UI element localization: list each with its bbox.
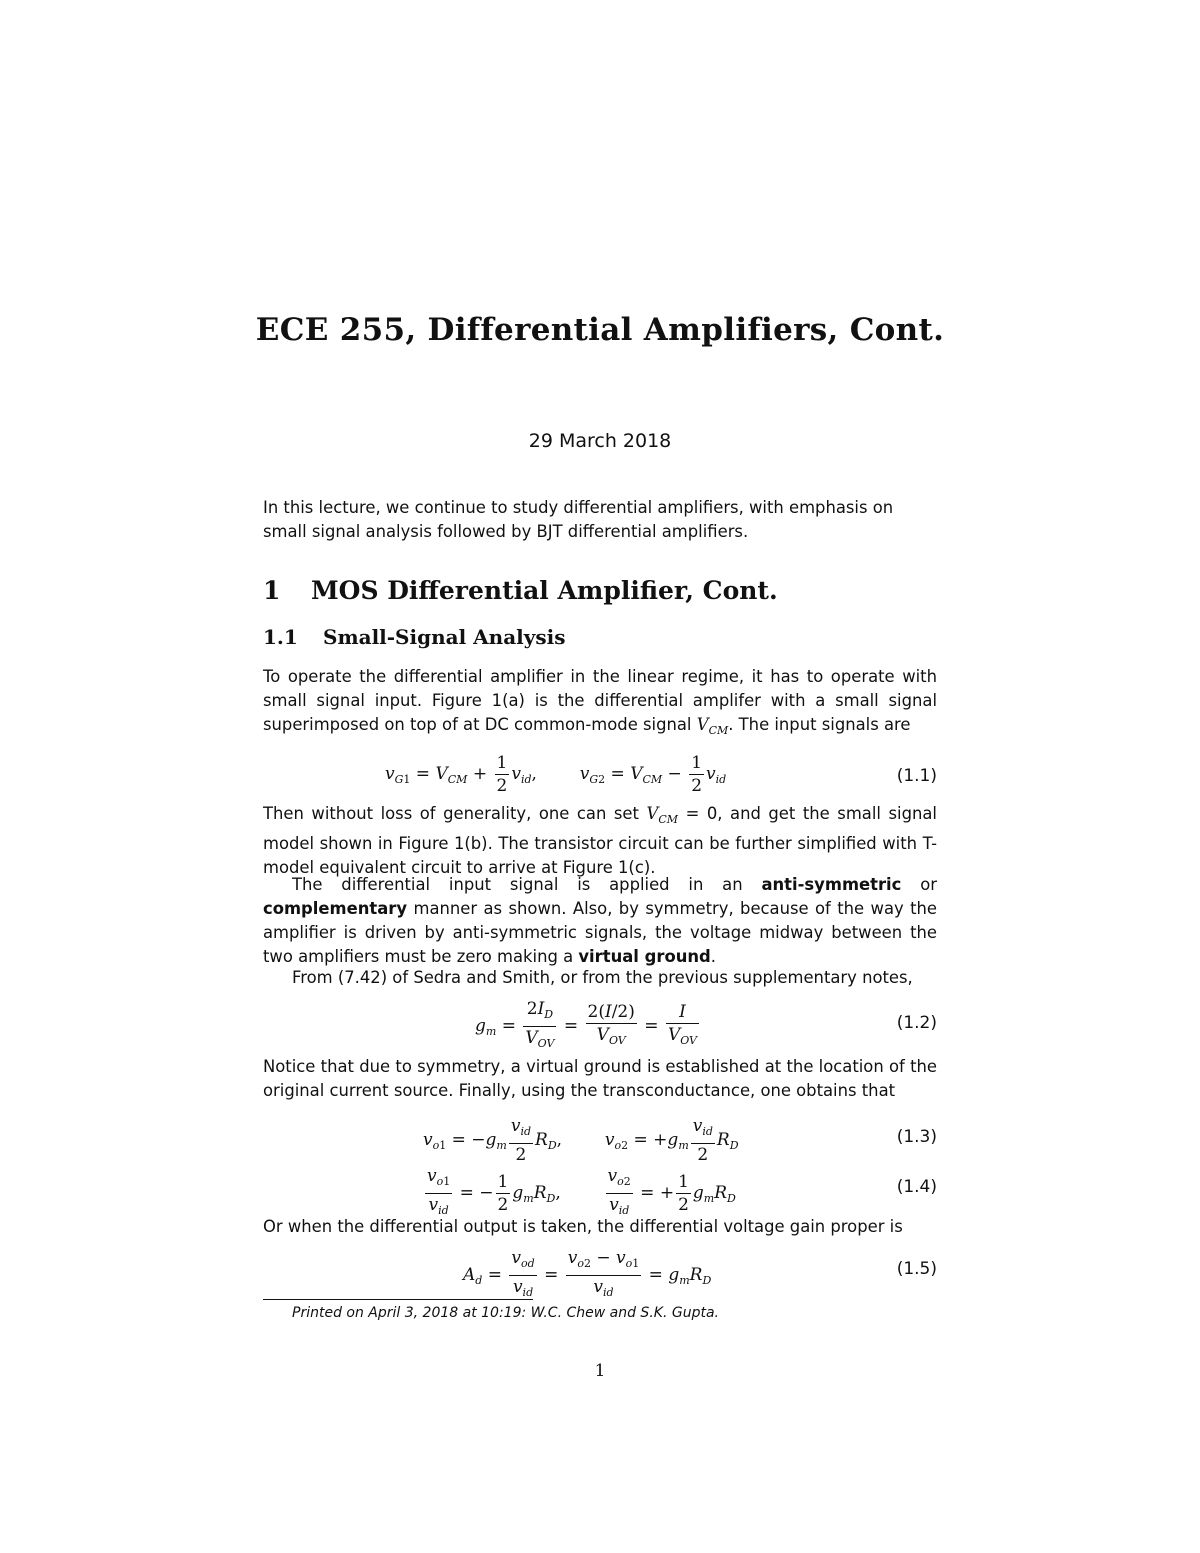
paragraph-1 [263, 665, 937, 743]
equation-1-4-body: $\frac{v_{o1}}{v_{id}}$ = − $\frac{1}{2}$ $g_mR_D$, $\frac{v_{o2}}{v_{id}}$ = + $\frac{1}{2}$ $g_mR_D$ [427, 1166, 736, 1217]
paragraph-3 [263, 873, 937, 969]
equation-1-4-label: (1.4) [896, 1177, 937, 1197]
equation-1-3-label: (1.3) [896, 1127, 937, 1147]
section-number: 1 [263, 576, 281, 605]
equation-1-2 [263, 998, 937, 1052]
term-virtual-ground: virtual ground [578, 947, 711, 966]
paragraph-3-text-d: manner as shown. Also, by symmetry, because of the way the amplifier is driven by anti-symmetric signals, the voltage midway between the two amplifiers must be zero making a [263, 899, 937, 966]
equation-1-4 [263, 1165, 937, 1215]
footnote: Printed on April 3, 2018 at 10:19: W.C. Chew and S.K. Gupta. [292, 1305, 719, 1321]
paragraph-3-text-c: or [920, 875, 937, 894]
subsection-title: Small-Signal Analysis [323, 625, 566, 649]
paragraph-1-end: . The input signals are [728, 715, 911, 734]
footnote-rule [263, 1299, 533, 1300]
paragraph-2-text-a: Then without loss of generality, one can set [263, 804, 639, 823]
paragraph-3-text-a: The differential input signal is applied in an [292, 875, 743, 894]
paragraph-2: Then without loss of generality, one can set $V_{CM} = 0$, and get the small signal model shown in Figure 1(b). The transistor circuit can be further simplified with T-model equivalent circuit to arrive at Figure 1(c). [263, 804, 937, 877]
paragraph-6: Or when the differential output is taken, the differential voltage gain proper is [263, 1217, 903, 1236]
term-anti-symmetric: anti-symmetric [761, 875, 902, 894]
equation-1-2-label: (1.2) [896, 1013, 937, 1033]
subsection-number: 1.1 [263, 625, 298, 649]
paragraph-4: From (7.42) of Sedra and Smith, or from the previous supplementary notes, [292, 968, 913, 987]
equation-1-3-body: $v_{o1} = -g_m$ $\frac{v_{id}}{2}$ $R_D$, $v_{o2} = +g_m$ $\frac{v_{id}}{2}$ $R_D$ [423, 1116, 739, 1165]
paragraph-1-text: To operate the differential amplifier in the linear regime, it has to operate with small signal input. Figure 1(a) is the differential amplifer with a small signal superimposed on top of at DC common-mode signal [263, 667, 937, 734]
page-number: 1 [594, 1361, 606, 1381]
vcm-subscript: CM [708, 724, 729, 737]
paragraph-2-text-b: = 0, and get the small signal model shown in Figure 1(b). The transistor circuit can be further simplified with T-model equivalent circuit to arrive at Figure 1(c). [263, 804, 937, 877]
equation-1-5-label: (1.5) [896, 1259, 937, 1279]
paper-date: 29 March 2018 [528, 430, 672, 452]
section-title: MOS Differential Amplifier, Cont. [311, 576, 778, 605]
paper-title: ECE 255, Differential Amplifiers, Cont. [255, 312, 945, 348]
equation-1-1 [263, 752, 937, 802]
equation-1-2-body: $g_m$ = $\frac{2I_D}{V_{OV}}$ = $\frac{2(I/2)}{V_{OV}}$ = $\frac{I}{V_{OV}}$ [475, 999, 697, 1050]
equation-1-5-body: $A_d$ = $\frac{v_{od}}{v_{id}}$ = $\frac{v_{o2} - v_{o1}}{v_{id}}$ = $g_mR_D$ [463, 1248, 712, 1299]
term-complementary: complementary [263, 899, 408, 918]
equation-1-3 [263, 1115, 937, 1165]
subsection-heading [263, 625, 566, 649]
section-heading [263, 576, 778, 605]
equation-1-1-label: (1.1) [896, 766, 937, 786]
paragraph-3-text-e: . [710, 947, 716, 966]
paragraph-5: Notice that due to symmetry, a virtual ground is established at the location of the original current source. Finally, using the transconductance, one obtains that [263, 1057, 937, 1100]
equation-1-1-body: $v_{G1} = V_{CM}$ + $\frac{1}{2}$ $v_{id}$, $v_{G2} = V_{CM}$ − $\frac{1}{2}$ $v_{id}$ [385, 753, 727, 796]
vcm-symbol: V [696, 715, 709, 734]
abstract: In this lecture, we continue to study differential amplifiers, with emphasis on small signal analysis followed by BJT differential amplifiers. [263, 498, 894, 541]
equation-1-5 [263, 1247, 937, 1297]
